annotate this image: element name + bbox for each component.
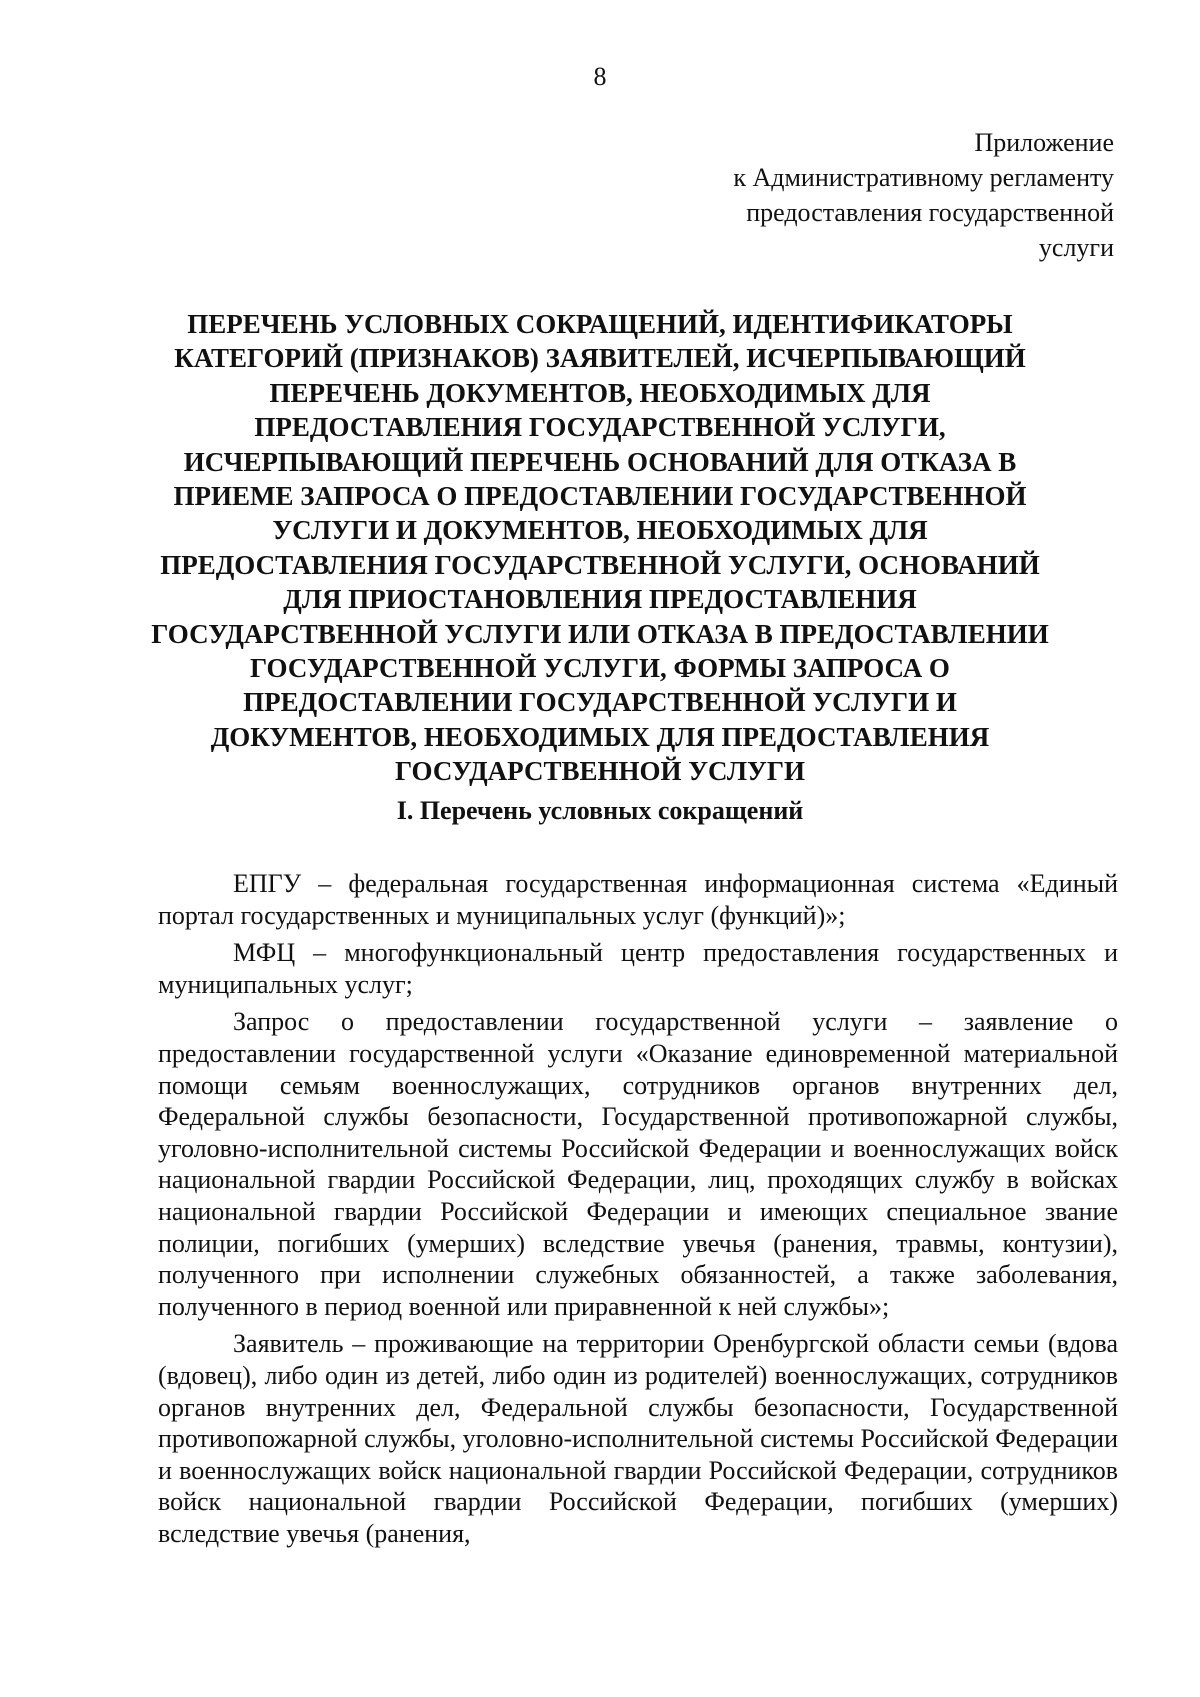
section-heading: I. Перечень условных сокращений [396,796,804,825]
title-line: ИСЧЕРПЫВАЮЩИЙ ПЕРЕЧЕНЬ ОСНОВАНИЙ ДЛЯ ОТКАЗА В [183,446,1017,477]
title-line: ПРЕДОСТАВЛЕНИИ ГОСУДАРСТВЕННОЙ УСЛУГИ И [243,687,957,718]
title-line: ГОСУДАРСТВЕННОЙ УСЛУГИ [395,756,805,787]
title-line: ПЕРЕЧЕНЬ ДОКУМЕНТОВ, НЕОБХОДИМЫХ ДЛЯ [269,377,931,408]
appendix-line: услуги [1038,233,1114,262]
appendix-line: предоставления государственной [746,198,1114,227]
title-line: ПЕРЕЧЕНЬ УСЛОВНЫХ СОКРАЩЕНИЙ, ИДЕНТИФИКАТОРЫ [187,309,1013,339]
appendix-line: Приложение [974,128,1114,157]
appendix-line: к Административному регламенту [733,163,1114,192]
title-line: ПРЕДОСТАВЛЕНИЯ ГОСУДАРСТВЕННОЙ УСЛУГИ, [254,412,946,443]
appendix-block [733,125,1114,265]
body-text [158,868,1118,1555]
page-number: 8 [593,62,607,91]
title-line: КАТЕГОРИЙ (ПРИЗНАКОВ) ЗАЯВИТЕЛЕЙ, ИСЧЕРПЫВАЮЩИЙ [174,343,1026,374]
paragraph-applicant: Заявитель – проживающие на территории Оренбургской области семьи (вдова (вдовец), либо один из детей, либо один из родителей) военнослужащих, сотрудников органов внутренних дел, Федеральной службы безопасности, Государственной противопожарной службы, уголовно-исполнительной системы Российской Федерации и военнослужащих войск национальной гвардии Российской Федерации, сотрудников войск национальной гвардии Российской Федерации, погибших (умерших) вследствие увечья (ранения, [158,1329,1118,1548]
document-title [130,307,1070,789]
paragraph-epgu: ЕПГУ – федеральная государственная информационная система «Единый портал государственных и муниципальных услуг (функций)»; [158,869,1118,930]
title-line: ДЛЯ ПРИОСТАНОВЛЕНИЯ ПРЕДОСТАВЛЕНИЯ [283,584,917,615]
title-line: ПРЕДОСТАВЛЕНИЯ ГОСУДАРСТВЕННОЙ УСЛУГИ, ОСНОВАНИЙ [160,549,1040,580]
title-line: ГОСУДАРСТВЕННОЙ УСЛУГИ ИЛИ ОТКАЗА В ПРЕДОСТАВЛЕНИИ [151,618,1049,649]
title-line: ДОКУМЕНТОВ, НЕОБХОДИМЫХ ДЛЯ ПРЕДОСТАВЛЕНИЯ [210,721,990,752]
title-line: ПРИЕМЕ ЗАПРОСА О ПРЕДОСТАВЛЕНИИ ГОСУДАРСТВЕННОЙ [173,481,1027,512]
paragraph-mfc: МФЦ – многофункциональный центр предоставления государственных и муниципальных услуг; [158,938,1118,999]
paragraph-request: Запрос о предоставлении государственной услуги – заявление о предоставлении государственной услуги «Оказание единовременной материальной помощи семьям военнослужащих, сотрудников органов внутренних дел, Федеральной службы безопасности, Государственной противопожарной службы, уголовно-исполнительной системы Российской Федерации и военнослужащих войск национальной гвардии Российской Федерации, лиц, проходящих службу в войсках национальной гвардии Российской Федерации и имеющих специальное звание полиции, погибших (умерших) вследствие увечья (ранения, травмы, контузии), полученного при исполнении служебных обязанностей, а также заболевания, полученного в период военной или приравненной к ней службы»; [158,1007,1118,1321]
title-line: УСЛУГИ И ДОКУМЕНТОВ, НЕОБХОДИМЫХ ДЛЯ [272,515,928,546]
title-line: ГОСУДАРСТВЕННОЙ УСЛУГИ, ФОРМЫ ЗАПРОСА О [250,653,950,684]
